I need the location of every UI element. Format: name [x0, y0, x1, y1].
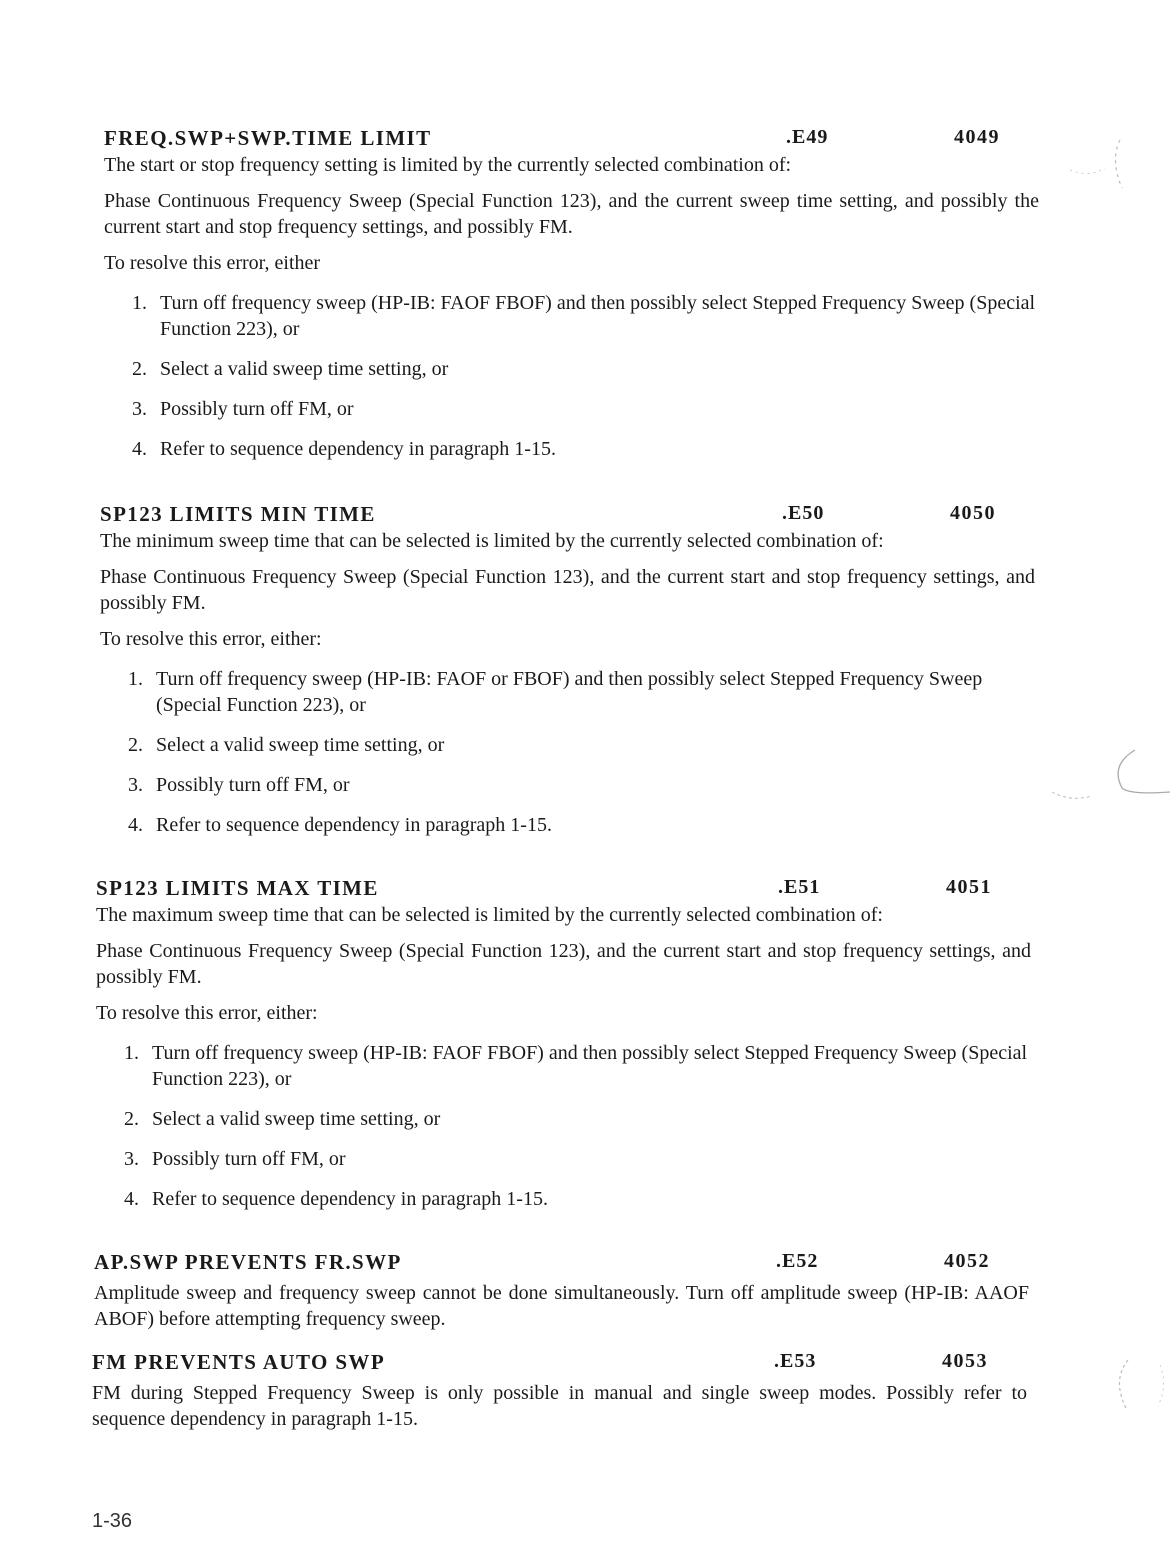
- error-number: 4050: [950, 502, 996, 524]
- list-item: 3. Possibly turn off FM, or: [132, 398, 354, 420]
- list-item: 1. Turn off frequency sweep (HP-IB: FAOF or FBOF) and then possibly select Stepped Frequency Sweep (Special Function 223), or: [128, 668, 983, 716]
- list-item: 2. Select a valid sweep time setting, or: [132, 358, 449, 380]
- error-code: .E53: [774, 1350, 817, 1372]
- scan-artifact-mark: [1040, 740, 1176, 820]
- page-number: 1-36: [92, 1510, 133, 1532]
- error-number: 4051: [946, 876, 992, 898]
- error-description: The start or stop frequency setting is limited by the currently selected combination of:: [104, 154, 792, 176]
- error-entry-e53: [92, 1350, 1042, 1432]
- error-code: .E52: [776, 1250, 819, 1272]
- error-title: SP123 LIMITS MAX TIME: [96, 876, 379, 900]
- resolve-intro: To resolve this error, either:: [100, 628, 322, 650]
- error-description: Amplitude sweep and frequency sweep cannot be done simultaneously. Turn off amplitude sweep (HP-IB: AAOF ABOF) before attempting frequency sweep.: [94, 1282, 1029, 1330]
- resolution-steps: [100, 666, 1050, 838]
- error-entry-e52: [94, 1250, 1044, 1332]
- error-entry-e51: [96, 876, 1046, 1226]
- error-number: 4052: [944, 1250, 990, 1272]
- resolution-steps: [96, 1040, 1046, 1212]
- list-item: 3. Possibly turn off FM, or: [128, 774, 350, 796]
- list-item: 2. Select a valid sweep time setting, or: [128, 734, 445, 756]
- error-code: .E49: [786, 126, 829, 148]
- resolve-intro: To resolve this error, either:: [96, 1002, 318, 1024]
- error-title: FM PREVENTS AUTO SWP: [92, 1350, 386, 1374]
- list-item: 3. Possibly turn off FM, or: [124, 1148, 346, 1170]
- list-item: 1. Turn off frequency sweep (HP-IB: FAOF FBOF) and then possibly select Stepped Frequency Sweep (Special Function 223), or: [124, 1042, 1028, 1090]
- error-title: AP.SWP PREVENTS FR.SWP: [94, 1250, 402, 1274]
- scan-artifact-mark: [1050, 120, 1170, 210]
- error-code: .E51: [778, 876, 821, 898]
- error-title: FREQ.SWP+SWP.TIME LIMIT: [104, 126, 432, 150]
- error-number: 4049: [954, 126, 1000, 148]
- list-item: 2. Select a valid sweep time setting, or: [124, 1108, 441, 1130]
- resolve-intro: To resolve this error, either: [104, 252, 321, 274]
- list-item: 4. Refer to sequence dependency in paragraph 1-15.: [132, 438, 556, 460]
- error-description: The maximum sweep time that can be selected is limited by the currently selected combination of:: [96, 904, 883, 926]
- entry-header: [104, 126, 1054, 152]
- entry-header: [94, 1250, 1044, 1276]
- error-title: SP123 LIMITS MIN TIME: [100, 502, 376, 526]
- list-item: 4. Refer to sequence dependency in paragraph 1-15.: [124, 1188, 548, 1210]
- list-item: 4. Refer to sequence dependency in paragraph 1-15.: [128, 814, 552, 836]
- entry-header: [100, 502, 1050, 528]
- list-item: 1. Turn off frequency sweep (HP-IB: FAOF FBOF) and then possibly select Stepped Frequency Sweep (Special Function 223), or: [132, 292, 1036, 340]
- error-detail: Phase Continuous Frequency Sweep (Special Function 123), and the current sweep time setting, and possibly the current start and stop frequency settings, and possibly FM.: [104, 190, 1039, 238]
- error-detail: Phase Continuous Frequency Sweep (Special Function 123), and the current start and stop frequency settings, and possibly FM.: [96, 940, 1031, 988]
- resolution-steps: [104, 290, 1054, 462]
- error-detail: Phase Continuous Frequency Sweep (Special Function 123), and the current start and stop frequency settings, and possibly FM.: [100, 566, 1035, 614]
- scan-artifact-mark: [1100, 1350, 1176, 1420]
- entry-header: [92, 1350, 1042, 1376]
- error-entry-e49: [104, 126, 1054, 476]
- error-description: FM during Stepped Frequency Sweep is only possible in manual and single sweep modes. Possibly refer to sequence dependency in paragraph 1-15.: [92, 1382, 1027, 1430]
- entry-header: [96, 876, 1046, 902]
- error-entry-e50: [100, 502, 1050, 852]
- error-number: 4053: [942, 1350, 988, 1372]
- error-description: The minimum sweep time that can be selected is limited by the currently selected combination of:: [100, 530, 884, 552]
- error-code: .E50: [782, 502, 825, 524]
